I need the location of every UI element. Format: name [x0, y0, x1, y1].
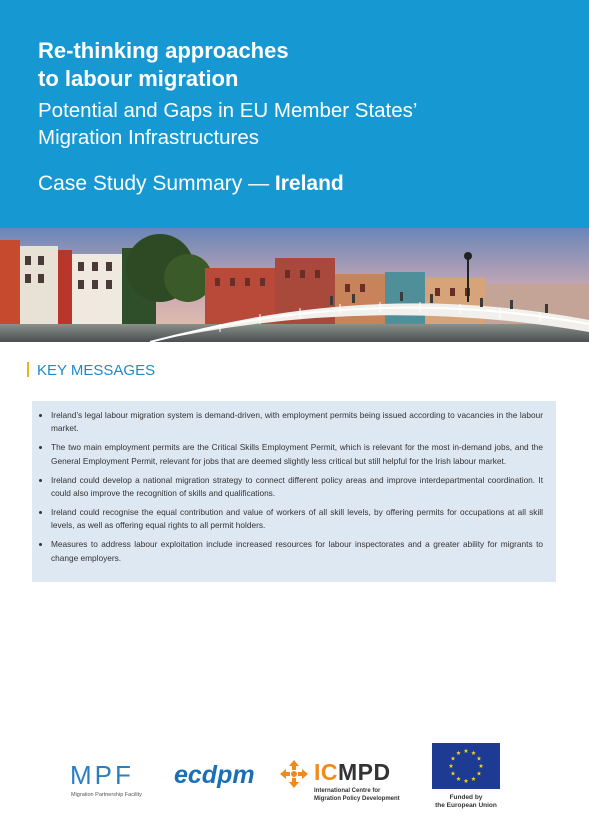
case-study-prefix: Case Study Summary — — [38, 172, 275, 195]
key-message-item — [32, 538, 543, 565]
bullet-icon — [39, 414, 42, 417]
icmpd-mpd: MPD — [338, 759, 391, 785]
icmpd-subtitle-line-1: International Centre for — [314, 788, 381, 794]
bullet-icon — [39, 543, 42, 546]
bullet-icon — [39, 446, 42, 449]
eu-funding-line-1: Funded by — [449, 794, 483, 801]
key-messages-box — [32, 401, 556, 582]
key-message-text: Ireland could develop a national migration strategy to connect different policy areas and improve interdepartmental coordination. It could also improve the recognition of skills and qualifications. — [51, 474, 543, 499]
dublin-bridge-photo — [0, 228, 589, 342]
bullet-icon — [39, 479, 42, 482]
mpf-logo-subtitle: Migration Partnership Facility — [71, 792, 142, 798]
key-messages-title: KEY MESSAGES — [37, 362, 156, 379]
subtitle-line-1: Potential and Gaps in EU Member States’ — [38, 99, 418, 122]
bridge-photo-illustration — [0, 228, 589, 342]
title-line-1: Re-thinking approaches — [38, 38, 289, 63]
title-banner — [0, 0, 589, 228]
icmpd-subtitle-line-2: Migration Policy Development — [314, 796, 400, 802]
heading-accent-bar — [27, 362, 29, 377]
icmpd-arrows-icon — [279, 759, 309, 789]
key-message-text: Ireland could recognise the equal contribution and value of workers of all skill levels, by offering permits for occupations at all skill levels, as well as offering equal rights to all permit holders. — [51, 506, 543, 531]
key-message-item — [32, 409, 543, 436]
mpf-logo-letters: MPF — [70, 760, 134, 790]
eu-funding-line-2: the European Union — [435, 802, 497, 809]
icmpd-logo — [279, 757, 419, 807]
key-message-item — [32, 506, 543, 533]
key-message-text: Ireland’s legal labour migration system is demand-driven, with employment permits being issued according to vacancies in the labour market. — [51, 410, 543, 434]
key-message-item — [32, 441, 543, 468]
ecdpm-logo: ecdpm — [174, 761, 255, 789]
eu-funding-logo — [428, 743, 504, 813]
key-message-text: Measures to address labour exploitation include increased resources for labour inspectorates and a greater ability for migrants to change employers. — [51, 539, 543, 563]
key-messages-heading — [27, 361, 155, 381]
bullet-icon — [39, 511, 42, 514]
icmpd-subtitle — [314, 787, 400, 803]
key-message-item — [32, 474, 543, 501]
subtitle-line-2: Migration Infrastructures — [38, 126, 260, 149]
case-study-country: Ireland — [274, 172, 344, 195]
document-subtitle — [38, 97, 558, 151]
icmpd-wordmark — [314, 759, 391, 785]
icmpd-ic: IC — [314, 759, 338, 785]
mpf-logo — [70, 760, 160, 804]
key-messages-list — [32, 401, 556, 565]
key-message-text: The two main employment permits are the Critical Skills Employment Permit, which is relevant for the most in-demand jobs, and the General Employment Permit, relevant for jobs that are deemed slightly less critical but still helpful for the Irish labour market. — [51, 442, 543, 466]
eu-flag-icon — [432, 743, 500, 789]
eu-funding-text — [428, 794, 504, 810]
document-title — [38, 37, 558, 93]
case-study-heading — [38, 171, 344, 197]
title-line-2: to labour migration — [38, 66, 239, 91]
